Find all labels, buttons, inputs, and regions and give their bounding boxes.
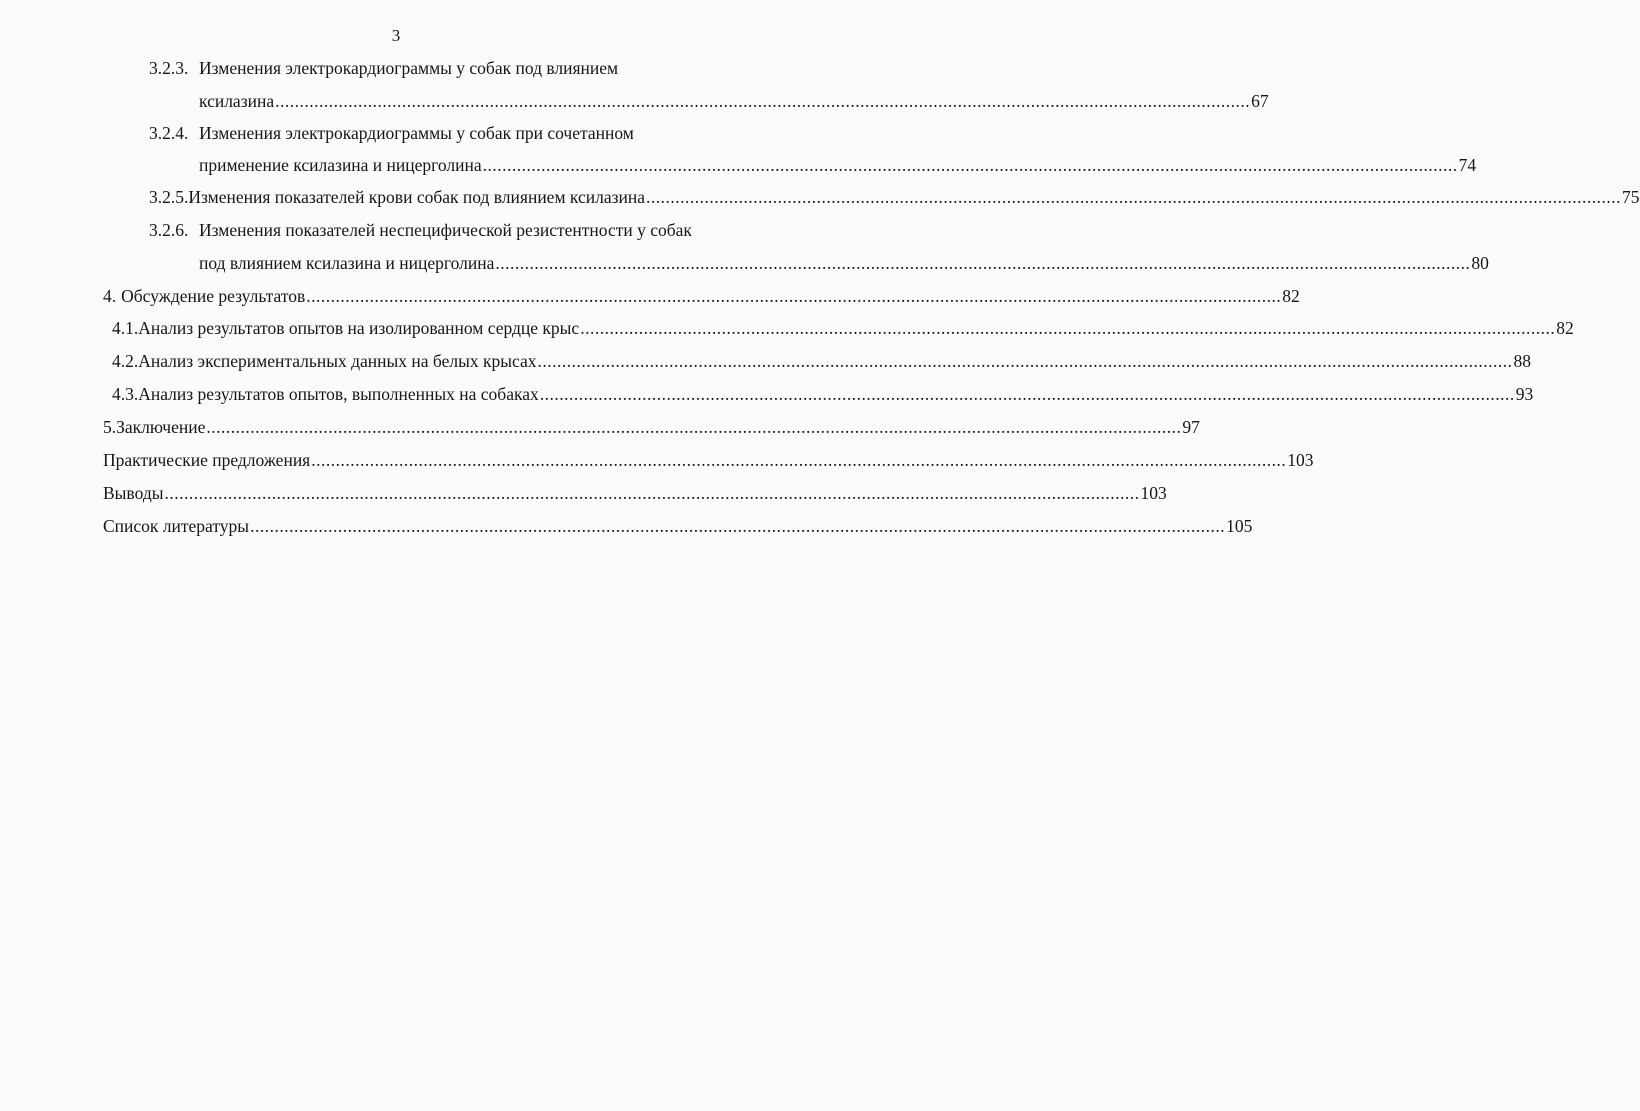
toc-entry-3-2-6 <box>149 217 692 243</box>
toc-entry-page: 88 <box>1513 351 1531 371</box>
toc-entry-number: 5. <box>103 417 117 437</box>
toc-entry-5 <box>103 414 1200 440</box>
toc-entry-title: Обсуждение результатов <box>121 286 306 306</box>
toc-entry-3-2-4 <box>149 120 634 146</box>
leader-dots: ........................................................................................................................................................................................................ <box>539 384 1515 404</box>
toc-entry-number: 3.2.3. <box>149 58 189 78</box>
toc-entry-number: 4.2. <box>112 351 139 371</box>
toc-entry-number: 4. <box>103 286 117 306</box>
toc-entry-page: 67 <box>1251 91 1269 111</box>
toc-entry-title: Анализ результатов опытов на изолированном сердце крыс <box>138 318 580 338</box>
leader-dots: ........................................................................................................................................................................................................ <box>495 253 1471 273</box>
toc-entry-3-2-3-cont <box>199 88 1269 114</box>
toc-entry-conclusions <box>103 480 1167 506</box>
leader-dots: ........................................................................................................................................................................................................ <box>306 286 1282 306</box>
toc-entry-4-2 <box>112 348 1531 374</box>
toc-entry-title: Изменения показателей крови собак под влиянием ксилазина <box>188 187 646 207</box>
toc-entry-page: 93 <box>1515 384 1534 404</box>
toc-entry-number: 3.2.4. <box>149 123 189 143</box>
leader-dots: ........................................................................................................................................................................................................ <box>580 318 1556 338</box>
toc-entry-title: Практические предложения <box>103 450 311 470</box>
toc-entry-title: Список литературы <box>103 516 250 536</box>
toc-entry-title: Изменения электрокардиограммы у собак под влиянием <box>199 58 619 78</box>
toc-entry-title-cont: под влиянием ксилазина и ницерголина <box>199 253 495 273</box>
toc-entry-title: Изменения показателей неспецифической резистентности у собак <box>199 220 692 240</box>
toc-entry-page: 103 <box>1287 450 1314 470</box>
toc-entry-title: Выводы <box>103 483 164 503</box>
page-number: 3 <box>391 26 401 45</box>
toc-entry-title-cont: ксилазина <box>199 91 275 111</box>
toc-entry-title: Заключение <box>116 417 206 437</box>
toc-entry-practical <box>103 447 1314 473</box>
toc-entry-title-cont: применение ксилазина и ницерголина <box>199 155 482 175</box>
toc-entry-page: 74 <box>1458 155 1477 175</box>
toc-entry-4-1 <box>112 315 1574 341</box>
leader-dots: ........................................................................................................................................................................................................ <box>311 450 1287 470</box>
toc-entry-4 <box>103 283 1300 309</box>
toc-entry-number: 3.2.6. <box>149 220 189 240</box>
toc-entry-number: 4.3. <box>112 384 139 404</box>
leader-dots: ........................................................................................................................................................................................................ <box>646 187 1622 207</box>
toc-entry-page: 80 <box>1471 253 1489 273</box>
leader-dots: ........................................................................................................................................................................................................ <box>164 483 1140 503</box>
toc-entry-title: Анализ экспериментальных данных на белых крысах <box>138 351 537 371</box>
toc-entry-page: 82 <box>1282 286 1300 306</box>
leader-dots: ........................................................................................................................................................................................................ <box>250 516 1226 536</box>
leader-dots: ........................................................................................................................................................................................................ <box>482 155 1458 175</box>
toc-entry-page: 75 <box>1622 187 1640 207</box>
toc-entry-number: 4.1. <box>112 318 139 338</box>
toc-entry-page: 82 <box>1556 318 1574 338</box>
toc-entry-3-2-6-cont <box>199 250 1489 276</box>
leader-dots: ........................................................................................................................................................................................................ <box>206 417 1182 437</box>
toc-entry-title: Изменения электрокардиограммы у собак при сочетанном <box>199 123 634 143</box>
leader-dots: ........................................................................................................................................................................................................ <box>275 91 1251 111</box>
toc-entry-references <box>103 513 1253 539</box>
toc-entry-page: 103 <box>1140 483 1167 503</box>
toc-entry-3-2-5 <box>149 184 1640 210</box>
toc-entry-number: 3.2.5. <box>149 187 189 207</box>
toc-entry-4-3 <box>112 381 1534 407</box>
leader-dots: ........................................................................................................................................................................................................ <box>537 351 1513 371</box>
toc-entry-page: 97 <box>1182 417 1200 437</box>
toc-entry-3-2-3 <box>149 55 618 81</box>
toc-entry-3-2-4-cont <box>199 152 1477 178</box>
toc-entry-page: 105 <box>1226 516 1253 536</box>
toc-entry-title: Анализ результатов опытов, выполненных на собаках <box>138 384 539 404</box>
